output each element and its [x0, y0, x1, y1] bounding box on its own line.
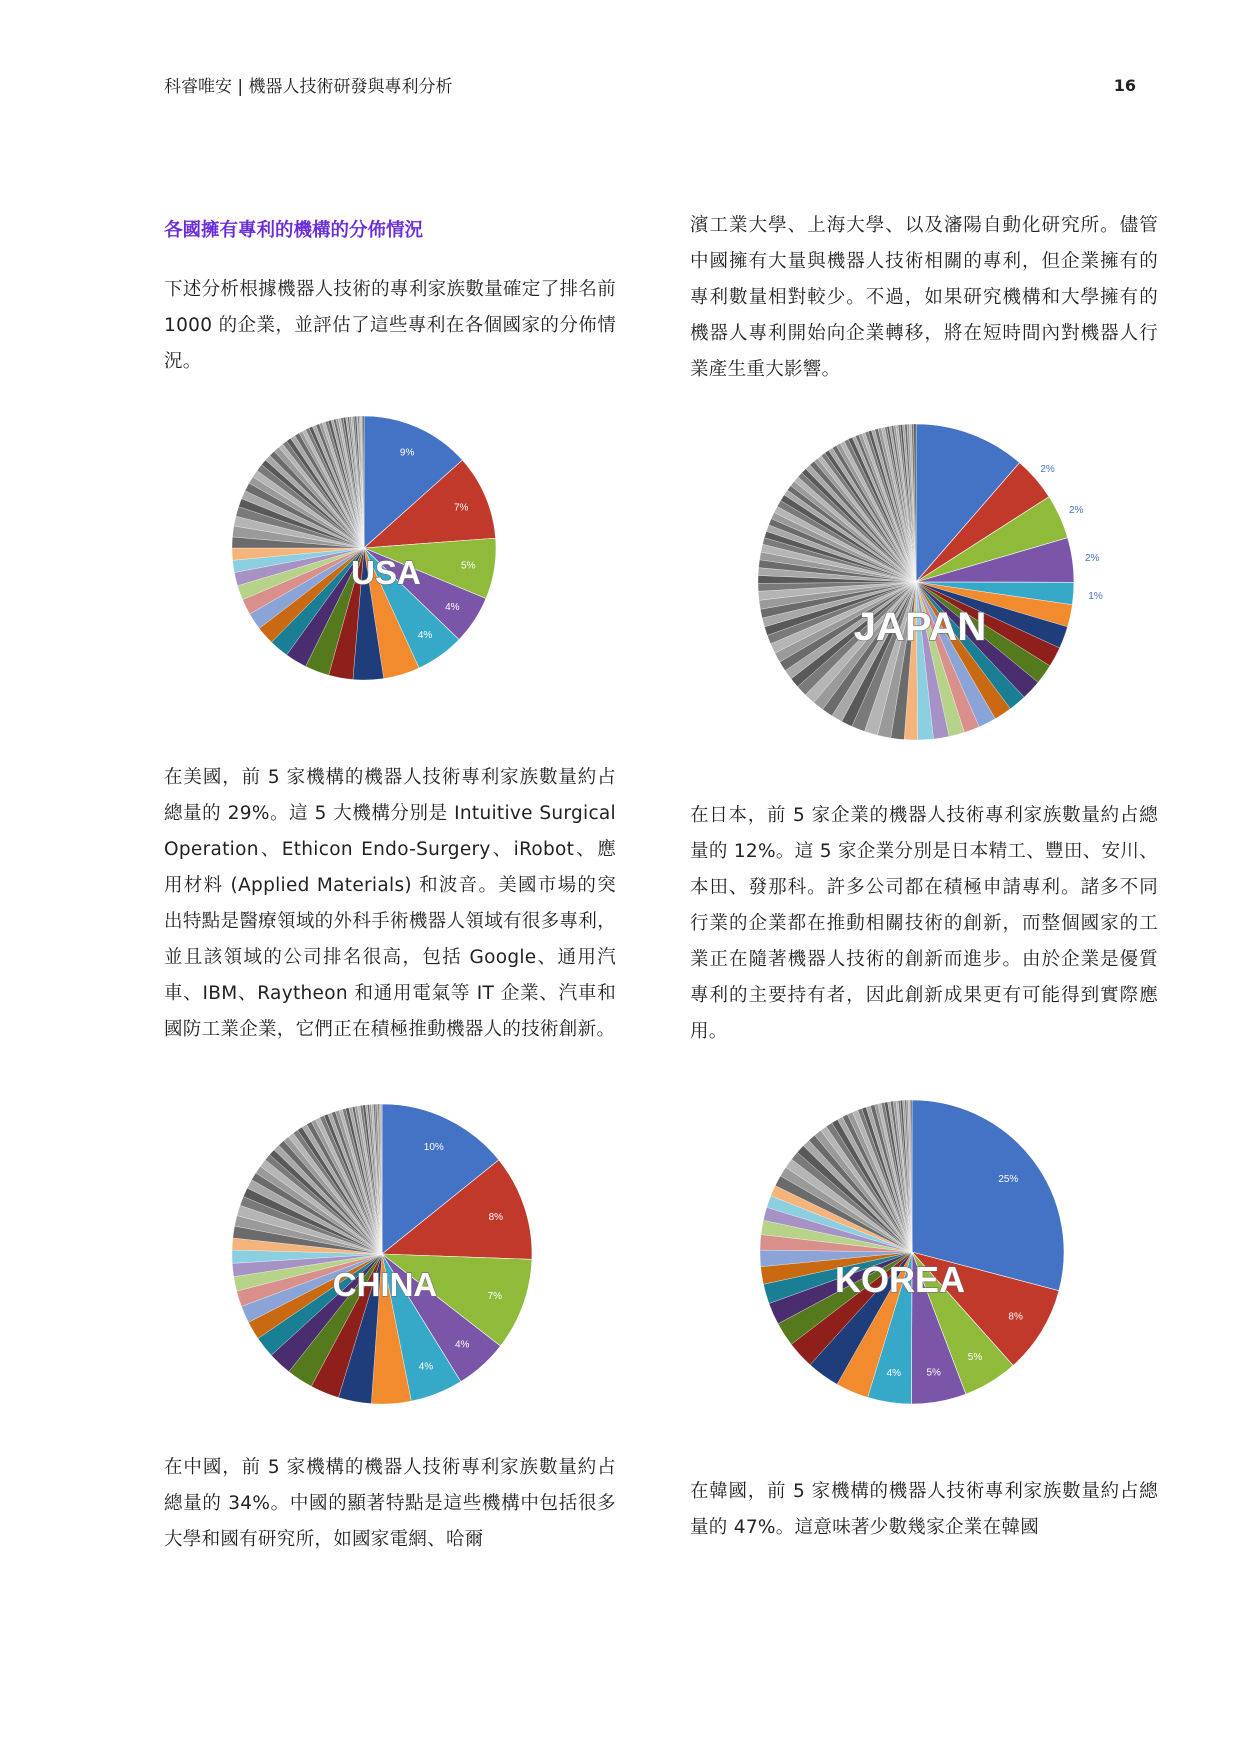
china-pct-label: 7%: [487, 1290, 503, 1302]
korea-pct-label: 25%: [998, 1173, 1019, 1185]
japan-slices: [758, 424, 1074, 740]
japan-pie-svg: [756, 412, 1103, 762]
korea-paragraph: 在韓國，前 5 家機構的機器人技術專利家族數量約占總量的 47%。這意味著少數幾家企業在韓國: [690, 1481, 1158, 1538]
korea-pct-label: 5%: [967, 1351, 983, 1363]
korea-pie-chart: [744, 1092, 1074, 1412]
page-number: 16: [1113, 76, 1136, 95]
korea-pct-label: 4%: [886, 1368, 902, 1380]
korea-pie-svg: [744, 1092, 1074, 1412]
usa-pct-label: 9%: [399, 447, 415, 459]
japan-pct-label: 2%: [1040, 464, 1055, 476]
japan-pct-label: 5%: [968, 416, 984, 428]
usa-block: [164, 760, 616, 1048]
china-continued-block: [690, 208, 1158, 388]
china-pie-svg: [232, 1104, 542, 1414]
china-slices: [232, 1104, 532, 1404]
china-paragraph: 在中國，前 5 家機構的機器人技術專利家族數量約占總量的 34%。中國的顯著特點是這些機構中包括很多大學和國有研究所，如國家電網、哈爾: [164, 1457, 616, 1550]
intro-block: [164, 272, 616, 380]
china-block: [164, 1450, 616, 1558]
china-pct-label: 8%: [488, 1212, 504, 1224]
korea-slices: [760, 1100, 1064, 1404]
page-header: 科睿唯安 | 機器人技術研發與專利分析: [164, 77, 453, 97]
usa-slices: [232, 416, 496, 680]
china-pct-label: 4%: [454, 1339, 470, 1351]
usa-country-label: USA: [351, 554, 421, 591]
korea-country-label: KOREA: [834, 1259, 966, 1300]
japan-paragraph: 在日本，前 5 家企業的機器人技術專利家族數量約占總量的 12%。這 5 家企業分別是日本精工、豐田、安川、本田、發那科。許多公司都在積極申請專利。諸多不同行業的企業都在推動相關技術的創新，而整個國家的工業正在隨著機器人技術的創新而進步。由於企業是優質專利的主要持有者，因此創新成果更有可能得到實際應用。: [690, 805, 1158, 1042]
japan-pct-label: 2%: [1068, 505, 1084, 517]
usa-pie-svg: [232, 398, 532, 708]
section-heading: 各國擁有專利的機構的分佈情況: [164, 220, 424, 241]
china-country-label: CHINA: [332, 1266, 438, 1303]
china-pie-chart: [232, 1104, 542, 1414]
usa-pie-chart: [232, 398, 532, 708]
korea-pct-label: 5%: [926, 1367, 941, 1379]
japan-pct-label: 2%: [1085, 552, 1100, 564]
usa-paragraph: 在美國，前 5 家機構的機器人技術專利家族數量約占總量的 29%。這 5 大機構分別是 Intuitive Surgical Operation、Ethicon Endo-Surgery、iRobot、應用材料 (Applied Materials) 和波音。美國市場的突出特點是醫療領域的外科手術機器人領域有很多專利，並且該領域的公司排名很高，包括 Google、通用汽車、IBM、Raytheon 和通用電氣等 IT 企業、汽車和國防工業企業，它們正在積極推動機器人的技術創新。: [164, 767, 616, 1040]
japan-block: [690, 798, 1158, 1050]
korea-pct-label: 8%: [1008, 1311, 1023, 1323]
china-pct-label: 10%: [423, 1141, 444, 1153]
usa-pct-label: 4%: [445, 601, 460, 613]
japan-pie-chart: [756, 412, 1103, 762]
usa-pct-label: 5%: [461, 560, 476, 572]
china-pct-label: 4%: [418, 1361, 434, 1373]
usa-pct-label: 4%: [417, 630, 433, 642]
japan-pct-label: 1%: [1088, 591, 1103, 603]
korea-block: [690, 1474, 1158, 1546]
japan-country-label: JAPAN: [853, 605, 987, 649]
china-continued-paragraph: 濱工業大學、上海大學、以及瀋陽自動化研究所。儘管中國擁有大量與機器人技術相關的專利，但企業擁有的專利數量相對較少。不過，如果研究機構和大學擁有的機器人專利開始向企業轉移，將在短時間內對機器人行業產生重大影響。: [690, 215, 1158, 380]
intro-paragraph: 下述分析根據機器人技術的專利家族數量確定了排名前 1000 的企業，並評估了這些專利在各個國家的分佈情況。: [164, 279, 616, 372]
usa-pct-label: 7%: [453, 502, 469, 514]
